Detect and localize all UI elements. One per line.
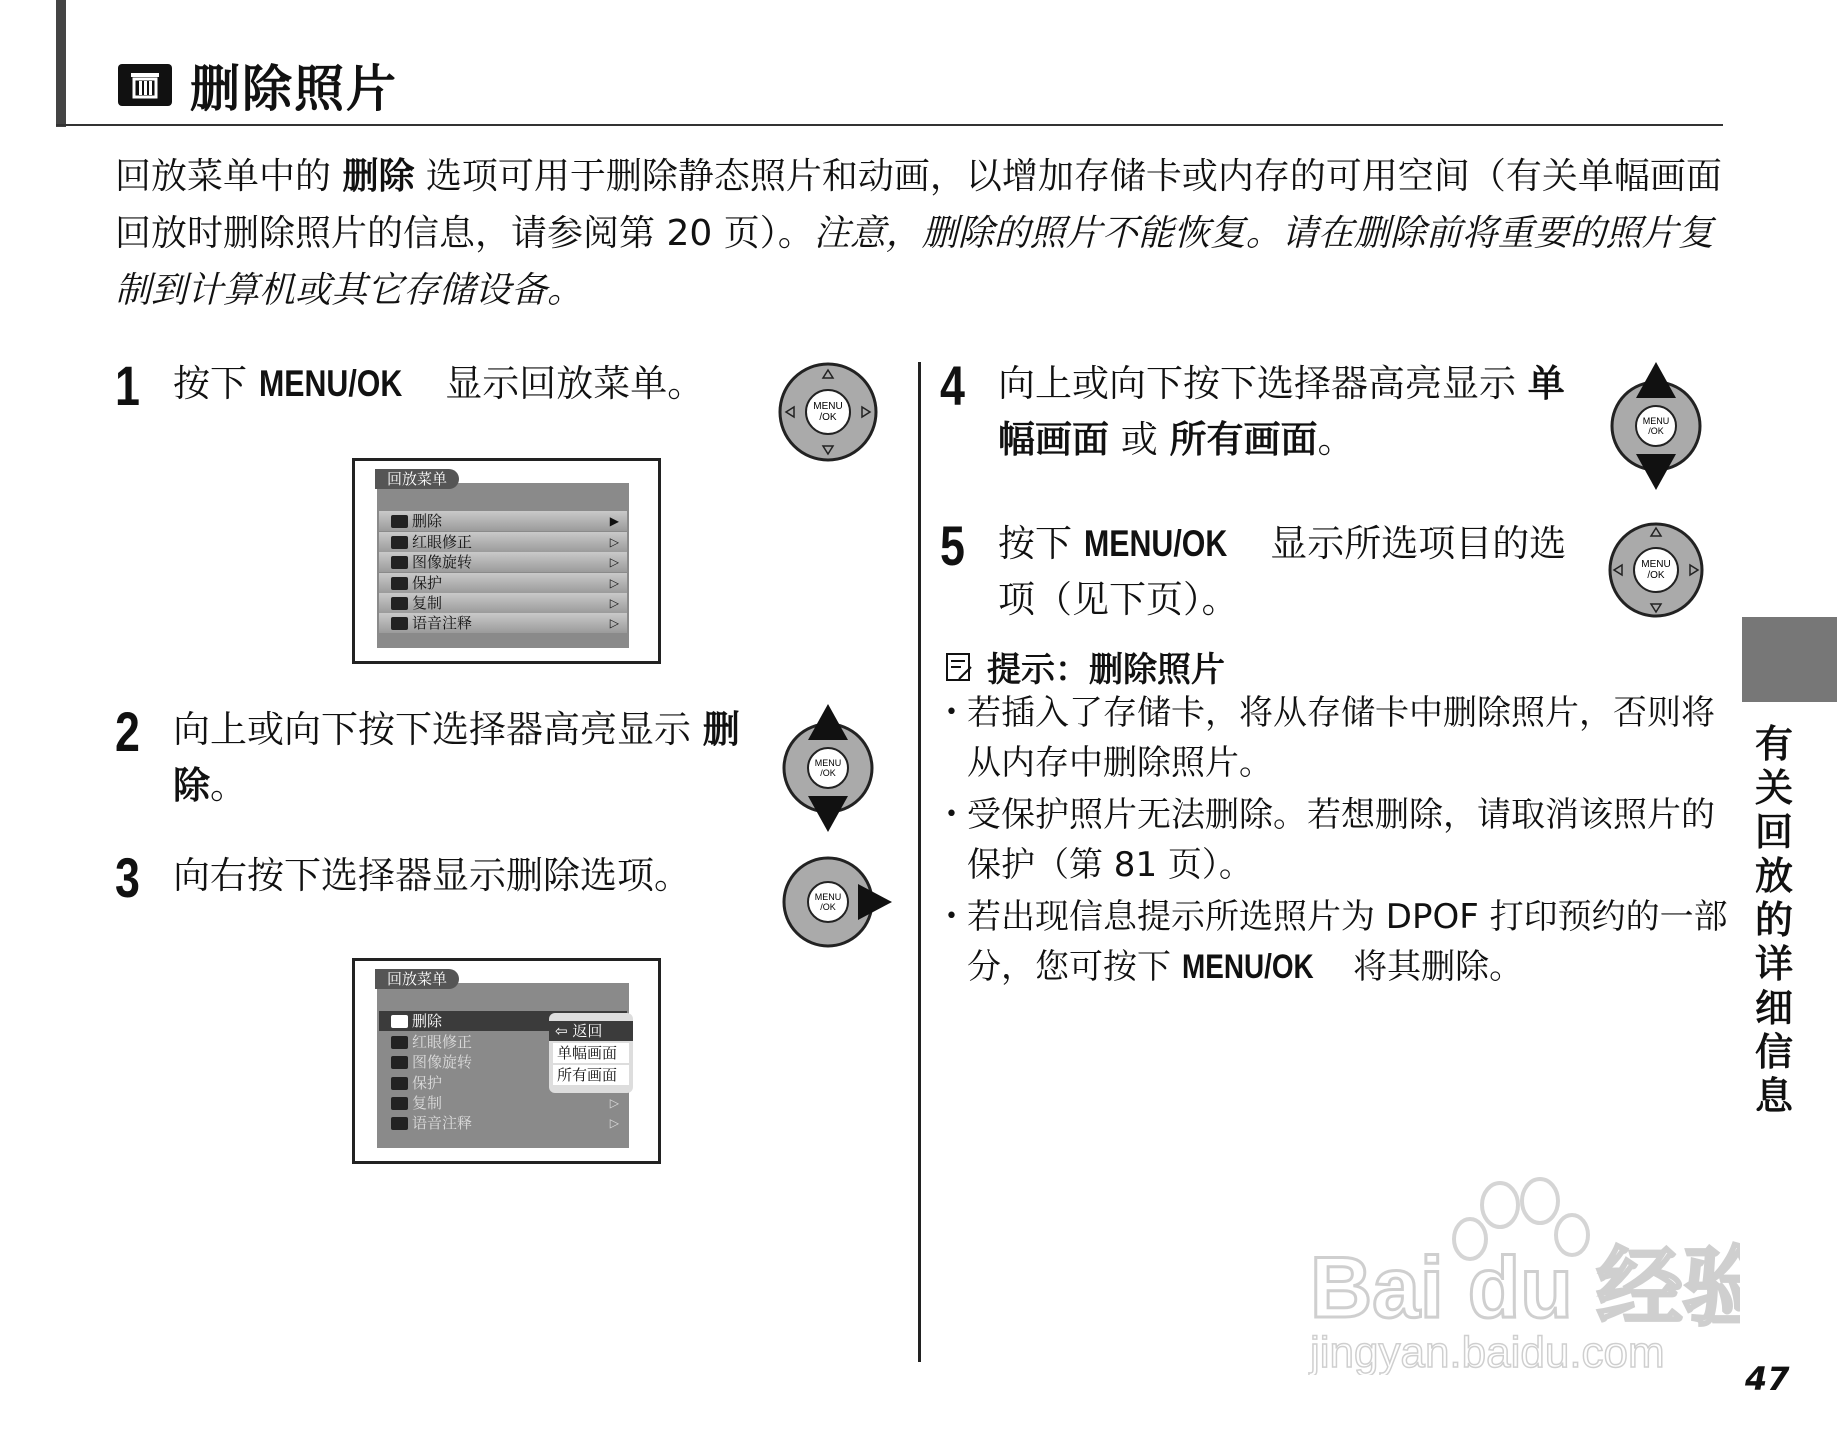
copy-icon (391, 1097, 408, 1110)
menu-item-voice-memo[interactable]: 语音注释 ▷ (379, 1113, 627, 1133)
step-number: 4 (940, 354, 965, 417)
step-4 (940, 356, 1580, 468)
step-text: 向右按下选择器显示删除选项。 (173, 854, 691, 897)
tip-heading: 提示：删除照片 (945, 642, 1225, 691)
paw-logo-icon (1300, 1175, 1740, 1375)
menu-title: 回放菜单 (375, 469, 459, 489)
step-2 (115, 702, 755, 814)
rotate-icon (391, 1056, 408, 1069)
eye-icon (391, 536, 408, 549)
step-number: 2 (115, 700, 140, 763)
menu-ok-key: MENU/OK (258, 363, 403, 404)
memo-icon (945, 651, 975, 683)
selector-dial-up-down-icon (776, 700, 880, 836)
trash-icon (118, 64, 172, 106)
svg-text:MENU: MENU (814, 892, 842, 902)
submenu-all-frames[interactable]: 所有画面 (553, 1065, 629, 1085)
heading-bar (56, 0, 66, 127)
submenu-back[interactable]: ⇦ 返回 (549, 1021, 633, 1041)
step-1 (115, 356, 704, 416)
intro-bold: 删除 (342, 156, 415, 197)
menu-item-protect[interactable]: 保护 (379, 1073, 627, 1093)
step-number: 5 (940, 514, 965, 577)
key-icon (391, 577, 408, 590)
microphone-icon (391, 1117, 408, 1130)
svg-text:/OK: /OK (1648, 426, 1664, 436)
menu-item-redeye[interactable]: 红眼修正 ▷ (379, 532, 627, 552)
menu-item-rotate[interactable]: 图像旋转 ▷ (379, 552, 627, 572)
svg-text:MENU: MENU (1641, 559, 1671, 570)
baidu-watermark (1300, 1175, 1740, 1375)
heading-rule (56, 124, 1723, 126)
submenu-single-frame[interactable]: 单幅画面 (553, 1043, 629, 1063)
microphone-icon (391, 617, 408, 630)
selector-dial-icon (776, 360, 880, 464)
svg-text:jingyan.baidu.com: jingyan.baidu.com (1310, 1328, 1665, 1375)
svg-text:MENU: MENU (1642, 416, 1670, 426)
page-title: 删除照片 (190, 60, 398, 118)
svg-text:MENU: MENU (814, 758, 842, 768)
copy-icon (391, 597, 408, 610)
tip-bullets (945, 688, 1730, 994)
menu-ok-key: MENU/OK (1083, 523, 1228, 564)
intro-text: 回放菜单中的 (115, 156, 343, 197)
dial-label: MENU (813, 401, 843, 412)
menu-item-delete[interactable]: 删除 ▶ (379, 511, 627, 531)
trash-icon (391, 515, 408, 528)
menu-item-delete[interactable]: 删除 (379, 1011, 627, 1031)
menu-item-copy[interactable]: 复制 ▷ (379, 593, 627, 613)
menu-item-redeye[interactable]: 红眼修正 (379, 1032, 627, 1052)
selector-dial-icon (1604, 518, 1708, 622)
svg-text:Bai du 经验: Bai du 经验 (1310, 1240, 1740, 1336)
camera-screen-submenu (352, 958, 661, 1164)
step-text: 向上或向下按下选择器高亮显示 单幅画面 或 所有画面。 (998, 362, 1565, 461)
trash-icon (391, 1015, 408, 1028)
page-title-row (118, 54, 398, 116)
side-tab (1742, 617, 1837, 702)
step-number: 1 (115, 354, 140, 417)
intro-warning: 注意，删除的照片不能恢复。请在删除前将重要的照片复制到计算机或其它存储设备。 (115, 213, 1714, 311)
tip-bullet: • 受保护照片无法删除。若想删除，请取消该照片的保护（第 81 页）。 (945, 790, 1730, 890)
page-number: 47 (1745, 1360, 1790, 1398)
intro-text-2: 选项可用于删除静态照片和动画，以增加存储卡或内存的可用空间（有关单幅画面回放时删除照片的信息，请参阅第 20 页）。 (115, 156, 1722, 254)
svg-text:/OK: /OK (1647, 570, 1665, 581)
step-5 (940, 516, 1580, 628)
intro-paragraph (115, 148, 1725, 319)
tip-bullet: • 若插入了存储卡，将从存储卡中删除照片，否则将从内存中删除照片。 (945, 688, 1730, 788)
menu-item-rotate[interactable]: 图像旋转 (379, 1052, 627, 1072)
eye-icon (391, 1036, 408, 1049)
menu-ok-key: MENU/OK (1181, 948, 1314, 986)
menu-title: 回放菜单 (375, 969, 459, 989)
tip-bullet: • 若出现信息提示所选照片为 DPOF 打印预约的一部分，您可按下 MENU/OK 将其删除。 (945, 892, 1730, 992)
svg-text:/OK: /OK (820, 902, 836, 912)
step-3 (115, 848, 691, 908)
submenu-popup (549, 1013, 633, 1093)
menu-item-copy[interactable]: 复制 ▷ (379, 1093, 627, 1113)
svg-text:/OK: /OK (819, 412, 837, 423)
selector-dial-right-icon (776, 850, 896, 954)
menu-item-protect[interactable]: 保护 ▷ (379, 573, 627, 593)
column-divider (918, 362, 921, 1362)
menu-item-voice-memo[interactable]: 语音注释 ▷ (379, 613, 627, 633)
step-text: 按下 MENU/OK 显示回放菜单。 (173, 356, 704, 412)
selector-dial-up-down-icon (1604, 358, 1708, 494)
camera-screen-menu (352, 458, 661, 664)
rotate-icon (391, 556, 408, 569)
step-number: 3 (115, 846, 140, 909)
step-text: 按下 MENU/OK 显示所选项目的选项（见下页）。 (998, 516, 1573, 628)
step-text: 向上或向下按下选择器高亮显示 删除。 (173, 708, 740, 807)
key-icon (391, 1077, 408, 1090)
side-tab-label: 有关回放的详细信息 (1754, 722, 1793, 1118)
svg-text:/OK: /OK (820, 768, 836, 778)
